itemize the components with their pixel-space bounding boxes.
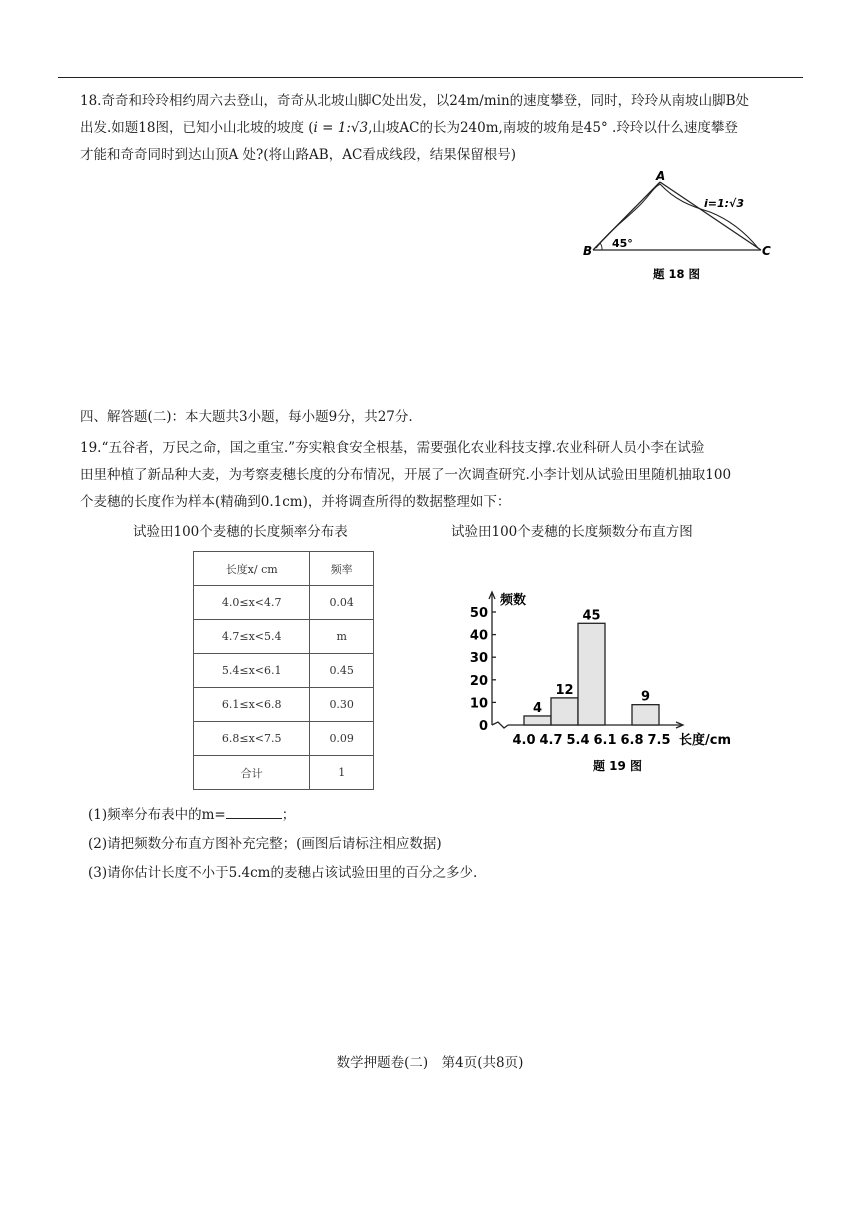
bar-value-label: 9 [640, 689, 651, 705]
histogram-bar [578, 623, 605, 725]
q19-line2: 田里种植了新品种大麦，为考察麦穗长度的分布情况，开展了一次调查研究.小李计划从试验田里随机抽取100 [80, 467, 732, 483]
q19-line1: 19.“五谷者，万民之命，国之重宝.”夯实粮食安全根基，需要强化农业科技支撑.农业科研人员小李在试验 [80, 440, 705, 456]
table-cell: 6.1≤x<6.8 [194, 688, 310, 722]
table-row [194, 620, 374, 654]
x-axis-label: 长度/cm [679, 733, 732, 748]
header-rule [58, 77, 803, 78]
q18-line2 [80, 115, 800, 142]
histogram-bar [632, 705, 659, 725]
x-tick-label: 6.1 [593, 733, 617, 748]
x-tick-label: 4.0 [512, 733, 536, 748]
table-row [194, 722, 374, 756]
answer-blank [226, 805, 282, 819]
sub1-end: ； [281, 807, 296, 823]
table-header-cell: 频率 [310, 552, 374, 586]
angle-label: 45° [612, 237, 633, 250]
q18-line1: 18.奇奇和玲玲相约周六去登山，奇奇从北坡山脚C处出发，以24m/min的速度攀登，同时，玲玲从南坡山脚B处 [80, 93, 750, 109]
table-cell: 0.09 [310, 722, 374, 756]
table-cell: 4.0≤x<4.7 [194, 586, 310, 620]
histogram-bar [524, 716, 551, 725]
x-tick-label: 4.7 [539, 733, 563, 748]
y-tick-label: 0 [478, 719, 488, 734]
label-c: C [762, 244, 771, 258]
x-tick-label: 5.4 [566, 733, 590, 748]
table-cell: 1 [310, 756, 374, 790]
table-cell: m [310, 620, 374, 654]
table-cell: 合计 [194, 756, 310, 790]
table-cell: 6.8≤x<7.5 [194, 722, 310, 756]
q19-sub1 [88, 803, 295, 823]
y-tick-label: 10 [469, 696, 488, 712]
bar-value-label: 12 [555, 682, 574, 698]
table-cell: 5.4≤x<6.1 [194, 654, 310, 688]
y-axis-label: 频数 [500, 593, 527, 608]
sub1-text: (1)频率分布表中的m= [88, 807, 226, 823]
chart-caption: 试验田100个麦穗的长度频数分布直方图 [451, 524, 693, 540]
table-cell: 0.30 [310, 688, 374, 722]
table-row [194, 586, 374, 620]
table-header-cell: 长度x/ cm [194, 552, 310, 586]
x-axis-break [492, 722, 508, 728]
table-caption: 试验田100个麦穗的长度频率分布表 [133, 524, 348, 540]
table-header-row [194, 552, 374, 586]
y-tick-label: 20 [469, 673, 488, 689]
figure19-caption: 题 19 图 [593, 759, 643, 773]
q18-line3: 才能和奇奇同时到达山顶A 处?(将山路AB，AC看成线段，结果保留根号) [80, 147, 517, 163]
bar-value-label: 45 [582, 608, 601, 624]
table-row [194, 688, 374, 722]
q19-sub3: (3)请你估计长度不小于5.4cm的麦穗占该试验田里的百分之多少. [88, 865, 478, 881]
y-tick-label: 50 [469, 606, 488, 621]
frequency-table [193, 551, 374, 790]
x-tick-label: 6.8 [620, 733, 644, 748]
q19-line3: 个麦穗的长度作为样本(精确到0.1cm)，并将调查所得的数据整理如下： [80, 494, 511, 510]
bar-value-label: 4 [532, 700, 543, 716]
table-total-row [194, 756, 374, 790]
slope-label: i=1:√3 [704, 197, 745, 210]
table-cell: 4.7≤x<5.4 [194, 620, 310, 654]
q18-triangle-figure [580, 170, 780, 285]
histogram-bar [551, 698, 578, 725]
section-heading: 四、解答题(二)：本大题共3小题，每小题9分，共27分. [80, 409, 413, 425]
table-cell: 0.45 [310, 654, 374, 688]
table-row [194, 654, 374, 688]
q18-line2-b: ,山坡AC的长为240m,南坡的坡角是45° .玲玲以什么速度攀登 [368, 120, 738, 136]
page-footer: 数学押题卷(二) 第4页(共8页) [336, 1055, 524, 1071]
label-a: A [656, 170, 666, 183]
table-cell: 0.04 [310, 586, 374, 620]
y-tick-label: 40 [469, 628, 488, 644]
q19-sub2: (2)请把频数分布直方图补充完整；(画图后请标注相应数据) [88, 836, 442, 852]
q18-line2-a: 出发.如题18图，已知小山北坡的坡度 ( [80, 120, 314, 136]
y-tick-label: 30 [469, 651, 488, 667]
histogram-chart [460, 580, 750, 780]
figure18-caption: 题 18 图 [653, 267, 701, 281]
x-tick-label: 7.5 [647, 733, 671, 748]
label-b: B [583, 244, 593, 258]
slope-ratio: i = 1:√3 [313, 120, 369, 136]
